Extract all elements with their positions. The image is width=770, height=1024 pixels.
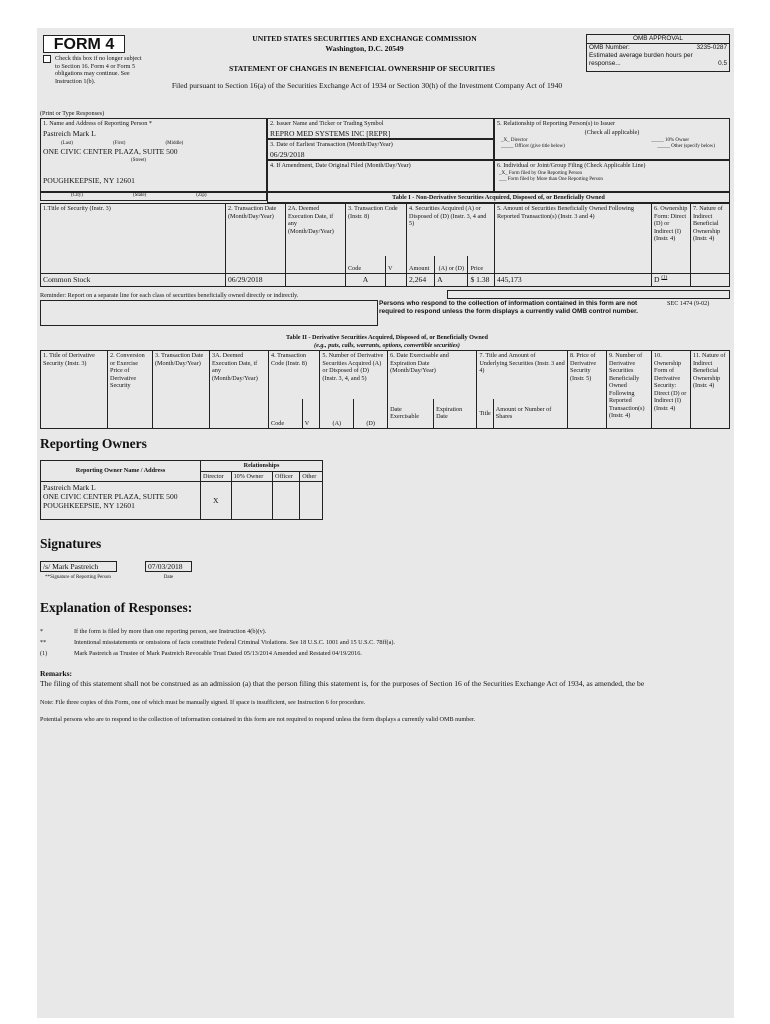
t1-h1: 1.Title of Security (Instr. 3) <box>41 204 226 274</box>
t1-h5: 5. Amount of Securities Beneficially Owned Following Reported Transaction(s) (Instr. 3 and 4) <box>495 204 652 274</box>
earliest-date-box <box>267 139 494 160</box>
t2-sub-exp: Expiration Date <box>434 399 477 429</box>
no-longer-subject-checkbox-area[interactable] <box>43 55 145 85</box>
signatures-heading: Signatures <box>40 536 102 551</box>
t1-owned: 445,173 <box>495 274 652 287</box>
issuer-label: 2. Issuer Name and Ticker or Trading Symbol <box>270 120 384 127</box>
reporting-person-city: POUGHKEEPSIE, NY 12601 <box>43 175 135 185</box>
city-label: (City) <box>71 193 83 198</box>
t2-sub-d: (D) <box>354 399 388 429</box>
explanation-text: If the form is filed by more than one reporting person, see Instruction 4(b)(v). <box>74 628 267 635</box>
director-option: _X_ Director <box>501 138 528 143</box>
filed-pursuant: Filed pursuant to Section 16(a) of the Securities Exchange Act of 1934 or Section 30(h) of the Investment Company Act of 1940 <box>171 81 563 90</box>
signature-name: /s/ Mark Pastreich <box>40 561 117 572</box>
reporting-person-street: ONE CIVIC CENTER PLAZA, SUITE 500 <box>43 146 178 156</box>
table2 <box>40 350 730 429</box>
t1-sub-code: Code <box>346 256 386 274</box>
ro-col-officer: Officer <box>273 471 300 482</box>
t1-form: D <box>654 275 660 284</box>
t2-sub-a: (A) <box>320 399 354 429</box>
amendment-box <box>267 160 494 192</box>
t1-amount: 2,264 <box>407 274 435 287</box>
omb-burden-label: Estimated average burden hours per response... <box>589 52 693 67</box>
sec-code: SEC 1474 (9-02) <box>667 300 710 307</box>
relationship-sublabel: (Check all applicable) <box>584 128 640 136</box>
checkbox-text: Check this box if no longer subject to Section 16. Form 4 or Form 5 obligations may continue. See Instruction 1(b). <box>55 55 142 85</box>
ro-col-name: Reporting Owner Name / Address <box>41 461 201 482</box>
reminder-text: Reminder: Report on a separate line for each class of securities beneficially owned directly or indirectly. <box>40 292 299 299</box>
table2-title: Table II - Derivative Securities Acquired, Disposed of, or Beneficially Owned <box>285 334 488 341</box>
list-item <box>40 639 720 650</box>
t2-sub-amount: Amount or Number of Shares <box>493 399 567 429</box>
filing-box <box>494 160 730 192</box>
ro-col-other: Other <box>300 471 323 482</box>
t1-h3: 3. Transaction Code (Instr. 8) <box>346 204 407 256</box>
t1-h7: 7. Nature of Indirect Beneficial Ownership (Instr. 4) <box>691 204 730 274</box>
t2-h8: 8. Price of Derivative Security (Instr. 5) <box>568 351 607 429</box>
t1-sub-aord: (A) or (D) <box>435 256 468 274</box>
t1-h4: 4. Securities Acquired (A) or Disposed of (D) (Instr. 3, 4 and 5) <box>407 204 495 256</box>
t2-h5: 5. Number of Derivative Securities Acquired (A) or Disposed of (D) (Instr. 3, 4, and 5) <box>320 351 388 399</box>
issuer-box <box>267 118 494 139</box>
t2-sub-date-ex: Date Exercisable <box>388 399 434 429</box>
t1-sub-v: V <box>386 256 407 274</box>
relationship-label: 5. Relationship of Reporting Person(s) to Issuer <box>497 120 616 127</box>
t2-h3: 3. Transaction Date (Month/Day/Year) <box>153 351 210 429</box>
t2-h1: 1. Title of Derivative Security (Instr. 3) <box>41 351 108 429</box>
filing-one: _X_ Form filed by One Reporting Person <box>499 170 583 176</box>
signature-date-label: Date <box>163 575 174 580</box>
omb-number-label: OMB Number: <box>589 44 630 51</box>
signature-date: 07/03/2018 <box>145 561 192 572</box>
reporting-person-label: 1. Name and Address of Reporting Person * <box>43 120 152 127</box>
t1-h2a: 2A. Deemed Execution Date, if any (Month/Day/Year) <box>286 204 346 274</box>
zip-label: (Zip) <box>196 193 207 198</box>
earliest-date: 06/29/2018 <box>270 149 305 159</box>
explanation-list <box>40 628 720 661</box>
earliest-date-label: 3. Date of Earliest Transaction (Month/Day/Year) <box>270 141 393 148</box>
table-row <box>41 482 323 520</box>
form-4-label: FORM 4 <box>43 35 125 53</box>
middle-label: (Middle) <box>165 140 184 146</box>
t2-sub-title: Title <box>477 399 493 429</box>
t1-v <box>386 274 407 287</box>
table1 <box>40 203 730 287</box>
t1-nature <box>691 274 730 287</box>
table2-subtitle: (e.g., puts, calls, warrants, options, convertible securities) <box>314 341 460 349</box>
t2-h7: 7. Title and Amount of Underlying Securities (Instr. 3 and 4) <box>477 351 568 399</box>
explanation-heading: Explanation of Responses: <box>40 600 193 615</box>
no-longer-subject-checkbox[interactable] <box>43 55 51 63</box>
explanation-mark: ** <box>40 639 47 646</box>
potential-text: Potential persons who are to respond to the collection of information contained in this form are not required to respond unless the form displays a currently valid OMB number. <box>40 716 476 723</box>
omb-burden-value: 0.5 <box>718 60 727 67</box>
list-item <box>40 650 720 661</box>
reminder-blank-box <box>40 300 378 326</box>
reporting-person-name: Pastreich Mark L <box>43 128 96 138</box>
amendment-label: 4. If Amendment, Date Original Filed (Month/Day/Year) <box>270 162 411 169</box>
omb-title: OMB APPROVAL <box>587 35 729 44</box>
last-label: (Last) <box>61 140 73 146</box>
remarks-text: The filing of this statement shall not be construed as an admission (a) that the person filing this statement is, for the purposes of Section 16 of the Securities Exchange Act of 1934, as amended, the be <box>40 679 645 688</box>
t1-price: $ 1.38 <box>468 274 495 287</box>
agency-city: Washington, D.C. 20549 <box>325 44 404 53</box>
t1-h6: 6. Ownership Form: Direct (D) or Indirect (I) (Instr. 4) <box>652 204 691 274</box>
reporting-owners-table <box>40 460 323 520</box>
city-state-zip-labels <box>40 192 267 201</box>
other-option: _____ Other (specify below) <box>657 144 715 149</box>
officer-option: _____ Officer (give title below) <box>501 144 565 149</box>
ten-pct-option: _____ 10% Owner <box>651 138 689 143</box>
t1-h2: 2. Transaction Date (Month/Day/Year) <box>226 204 286 274</box>
t2-h2: 2. Conversion or Exercise Price of Derivative Security <box>108 351 153 429</box>
t1-code: A <box>346 274 386 287</box>
ro-col-10: 10% Owner <box>231 471 272 482</box>
form-page <box>37 28 734 1018</box>
explanation-text: Mark Pastreich as Trustee of Mark Pastreich Revocable Trust Dated 05/13/2014 Amended and Restated 04/19/2016. <box>74 650 362 657</box>
print-type-note: (Print or Type Responses) <box>40 110 105 117</box>
ro-director-mark: X <box>201 482 232 520</box>
t2-sub-v: V <box>302 399 320 429</box>
reminder-right-box <box>447 290 730 299</box>
state-label: (State) <box>132 193 147 198</box>
table-row <box>41 274 730 287</box>
statement-title: STATEMENT OF CHANGES IN BENEFICIAL OWNERSHIP OF SECURITIES <box>229 64 495 73</box>
relationship-box <box>494 118 730 160</box>
ro-owner-addr1: ONE CIVIC CENTER PLAZA, SUITE 500 <box>43 492 178 501</box>
reporting-person-box <box>40 118 267 192</box>
ro-owner-name: Pastreich Mark L <box>43 483 96 492</box>
persons-notice: Persons who respond to the collection of information contained in this form are not required to respond unless the form displays a currently valid OMB control number. <box>379 300 638 315</box>
explanation-mark: (1) <box>40 650 48 657</box>
t2-h6: 6. Date Exercisable and Expiration Date (Month/Day/Year) <box>388 351 477 399</box>
street-label: (Street) <box>131 157 146 163</box>
t1-sub-amount: Amount <box>407 256 435 274</box>
first-label: (First) <box>112 140 126 146</box>
filing-label: 6. Individual or Joint/Group Filing (Check Applicable Line) <box>497 162 646 169</box>
t2-h3a: 3A. Deemed Execution Date, if any (Month/Day/Year) <box>210 351 269 429</box>
issuer-name: REPRO MED SYSTEMS INC [REPR] <box>270 128 391 138</box>
reporting-owners-heading: Reporting Owners <box>40 436 147 451</box>
explanation-mark: * <box>40 628 44 635</box>
signature-name-label: **Signature of Reporting Person <box>45 575 111 580</box>
t1-aord: A <box>435 274 468 287</box>
table1-title: Table I - Non-Derivative Securities Acquired, Disposed of, or Beneficially Owned <box>392 194 605 201</box>
t2-sub-code: Code <box>269 399 303 429</box>
agency-name: UNITED STATES SECURITIES AND EXCHANGE COMMISSION <box>252 34 477 43</box>
omb-number-value: 3235-0287 <box>696 44 727 51</box>
t1-deemed <box>286 274 346 287</box>
remarks-label: Remarks: <box>40 669 73 678</box>
explanation-text: Intentional misstatements or omissions of facts constitute Federal Criminal Violations. See 18 U.S.C. 1001 and 15 U.S.C. 78ff(a). <box>74 639 395 646</box>
note-text: Note: File three copies of this Form, one of which must be manually signed. If space is insufficient, see Instruction 6 for procedure. <box>40 699 366 706</box>
footnote-1-link[interactable]: (1) <box>661 275 668 281</box>
ro-owner-addr2: POUGHKEEPSIE, NY 12601 <box>43 501 135 510</box>
table1-title-bar <box>267 192 730 203</box>
t2-h4: 4. Transaction Code (Instr. 8) <box>269 351 320 399</box>
t2-h9: 9. Number of Derivative Securities Beneficially Owned Following Reported Transaction(s) (Instr. 4) <box>607 351 652 429</box>
t1-sub-price: Price <box>468 256 495 274</box>
filing-more: ___ Form filed by More than One Reporting Person <box>499 176 603 182</box>
ro-col-director: Director <box>201 471 232 482</box>
omb-approval-box <box>586 34 730 72</box>
t1-date: 06/29/2018 <box>226 274 286 287</box>
ro-col-rel: Relationships <box>201 461 323 472</box>
t1-security: Common Stock <box>41 274 226 287</box>
list-item <box>40 628 720 639</box>
t2-h10: 10. Ownership Form of Derivative Security: Direct (D) or Indirect (I) (Instr. 4) <box>652 351 691 429</box>
t2-h11: 11. Nature of Indirect Beneficial Ownership (Instr. 4) <box>691 351 730 429</box>
